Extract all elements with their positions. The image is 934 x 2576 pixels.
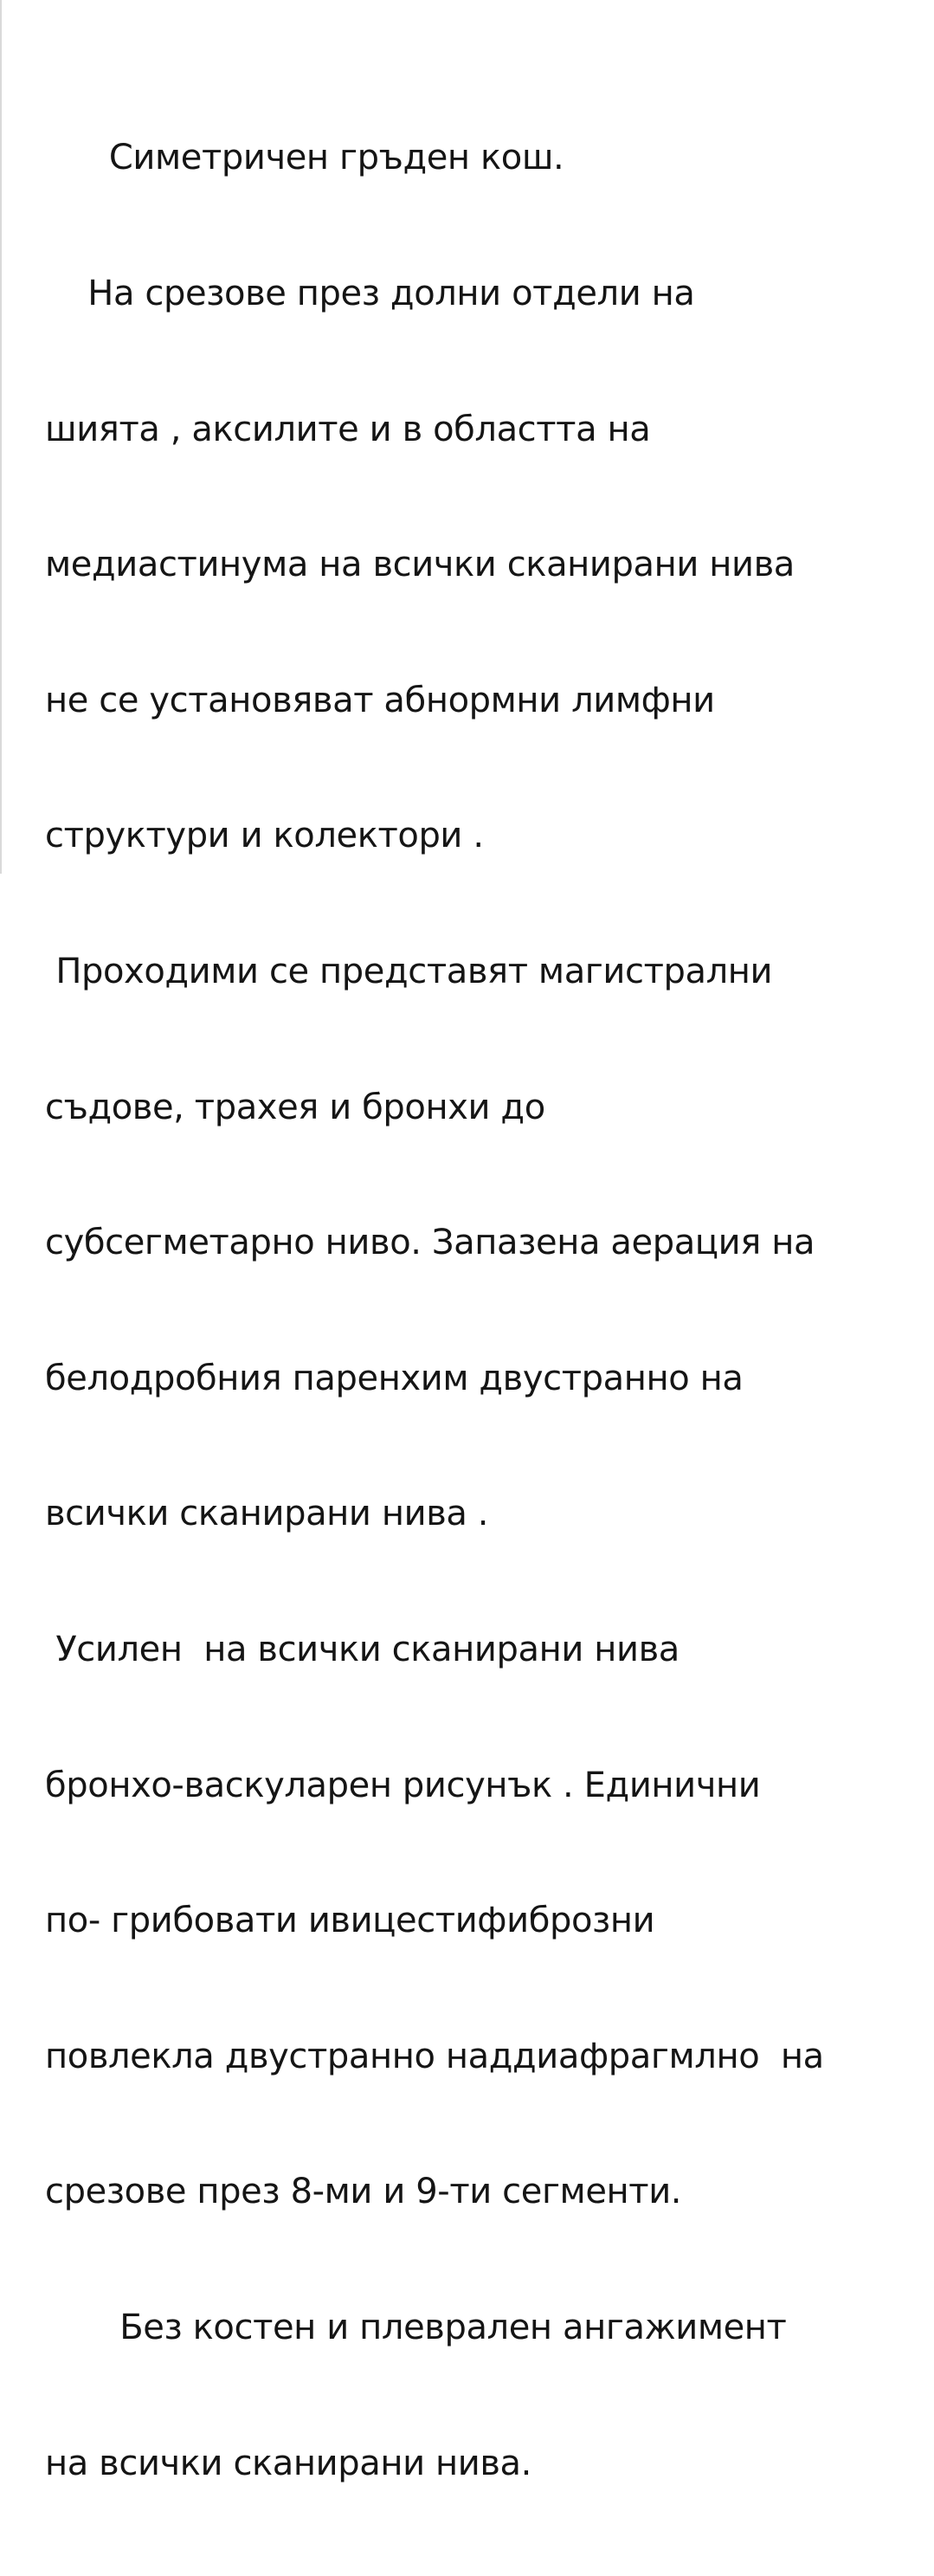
text-line: бронхо-васкуларен рисунък . Единични xyxy=(45,1765,761,1805)
text-line: белодробния паренхим двустранно на xyxy=(45,1358,744,1398)
text-line: Проходими се представят магистрални xyxy=(45,951,773,991)
text-line: структури и колектори . xyxy=(45,816,484,856)
text-line: Усилен на всички сканирани нива xyxy=(45,1629,680,1669)
text-line: Симетричен гръден кош. xyxy=(45,138,564,178)
text-line: Без костен и плеврален ангажимент xyxy=(45,2307,787,2347)
text-line: на всички сканирани нива. xyxy=(45,2443,531,2483)
text-line: субсегметарно ниво. Запазена аерация на xyxy=(45,1223,815,1263)
text-line: повлекла двустранно наддиафрагмлно на xyxy=(45,2036,824,2076)
text-line: съдове, трахея и бронхи до xyxy=(45,1087,545,1127)
text-line: шията , аксилите и в областта на xyxy=(45,409,651,449)
text-line: по- грибовати ивицестифиброзни xyxy=(45,1901,655,1941)
text-line: всички сканирани нива . xyxy=(45,1494,489,1534)
text-line: не се установяват абнормни лимфни xyxy=(45,680,715,720)
text-line: медиастинума на всички сканирани нива xyxy=(45,545,795,585)
report-text xyxy=(45,45,919,2576)
text-line: срезове през 8-ми и 9-ти сегменти. xyxy=(45,2172,682,2212)
text-line: На срезове през долни отдели на xyxy=(45,274,695,313)
